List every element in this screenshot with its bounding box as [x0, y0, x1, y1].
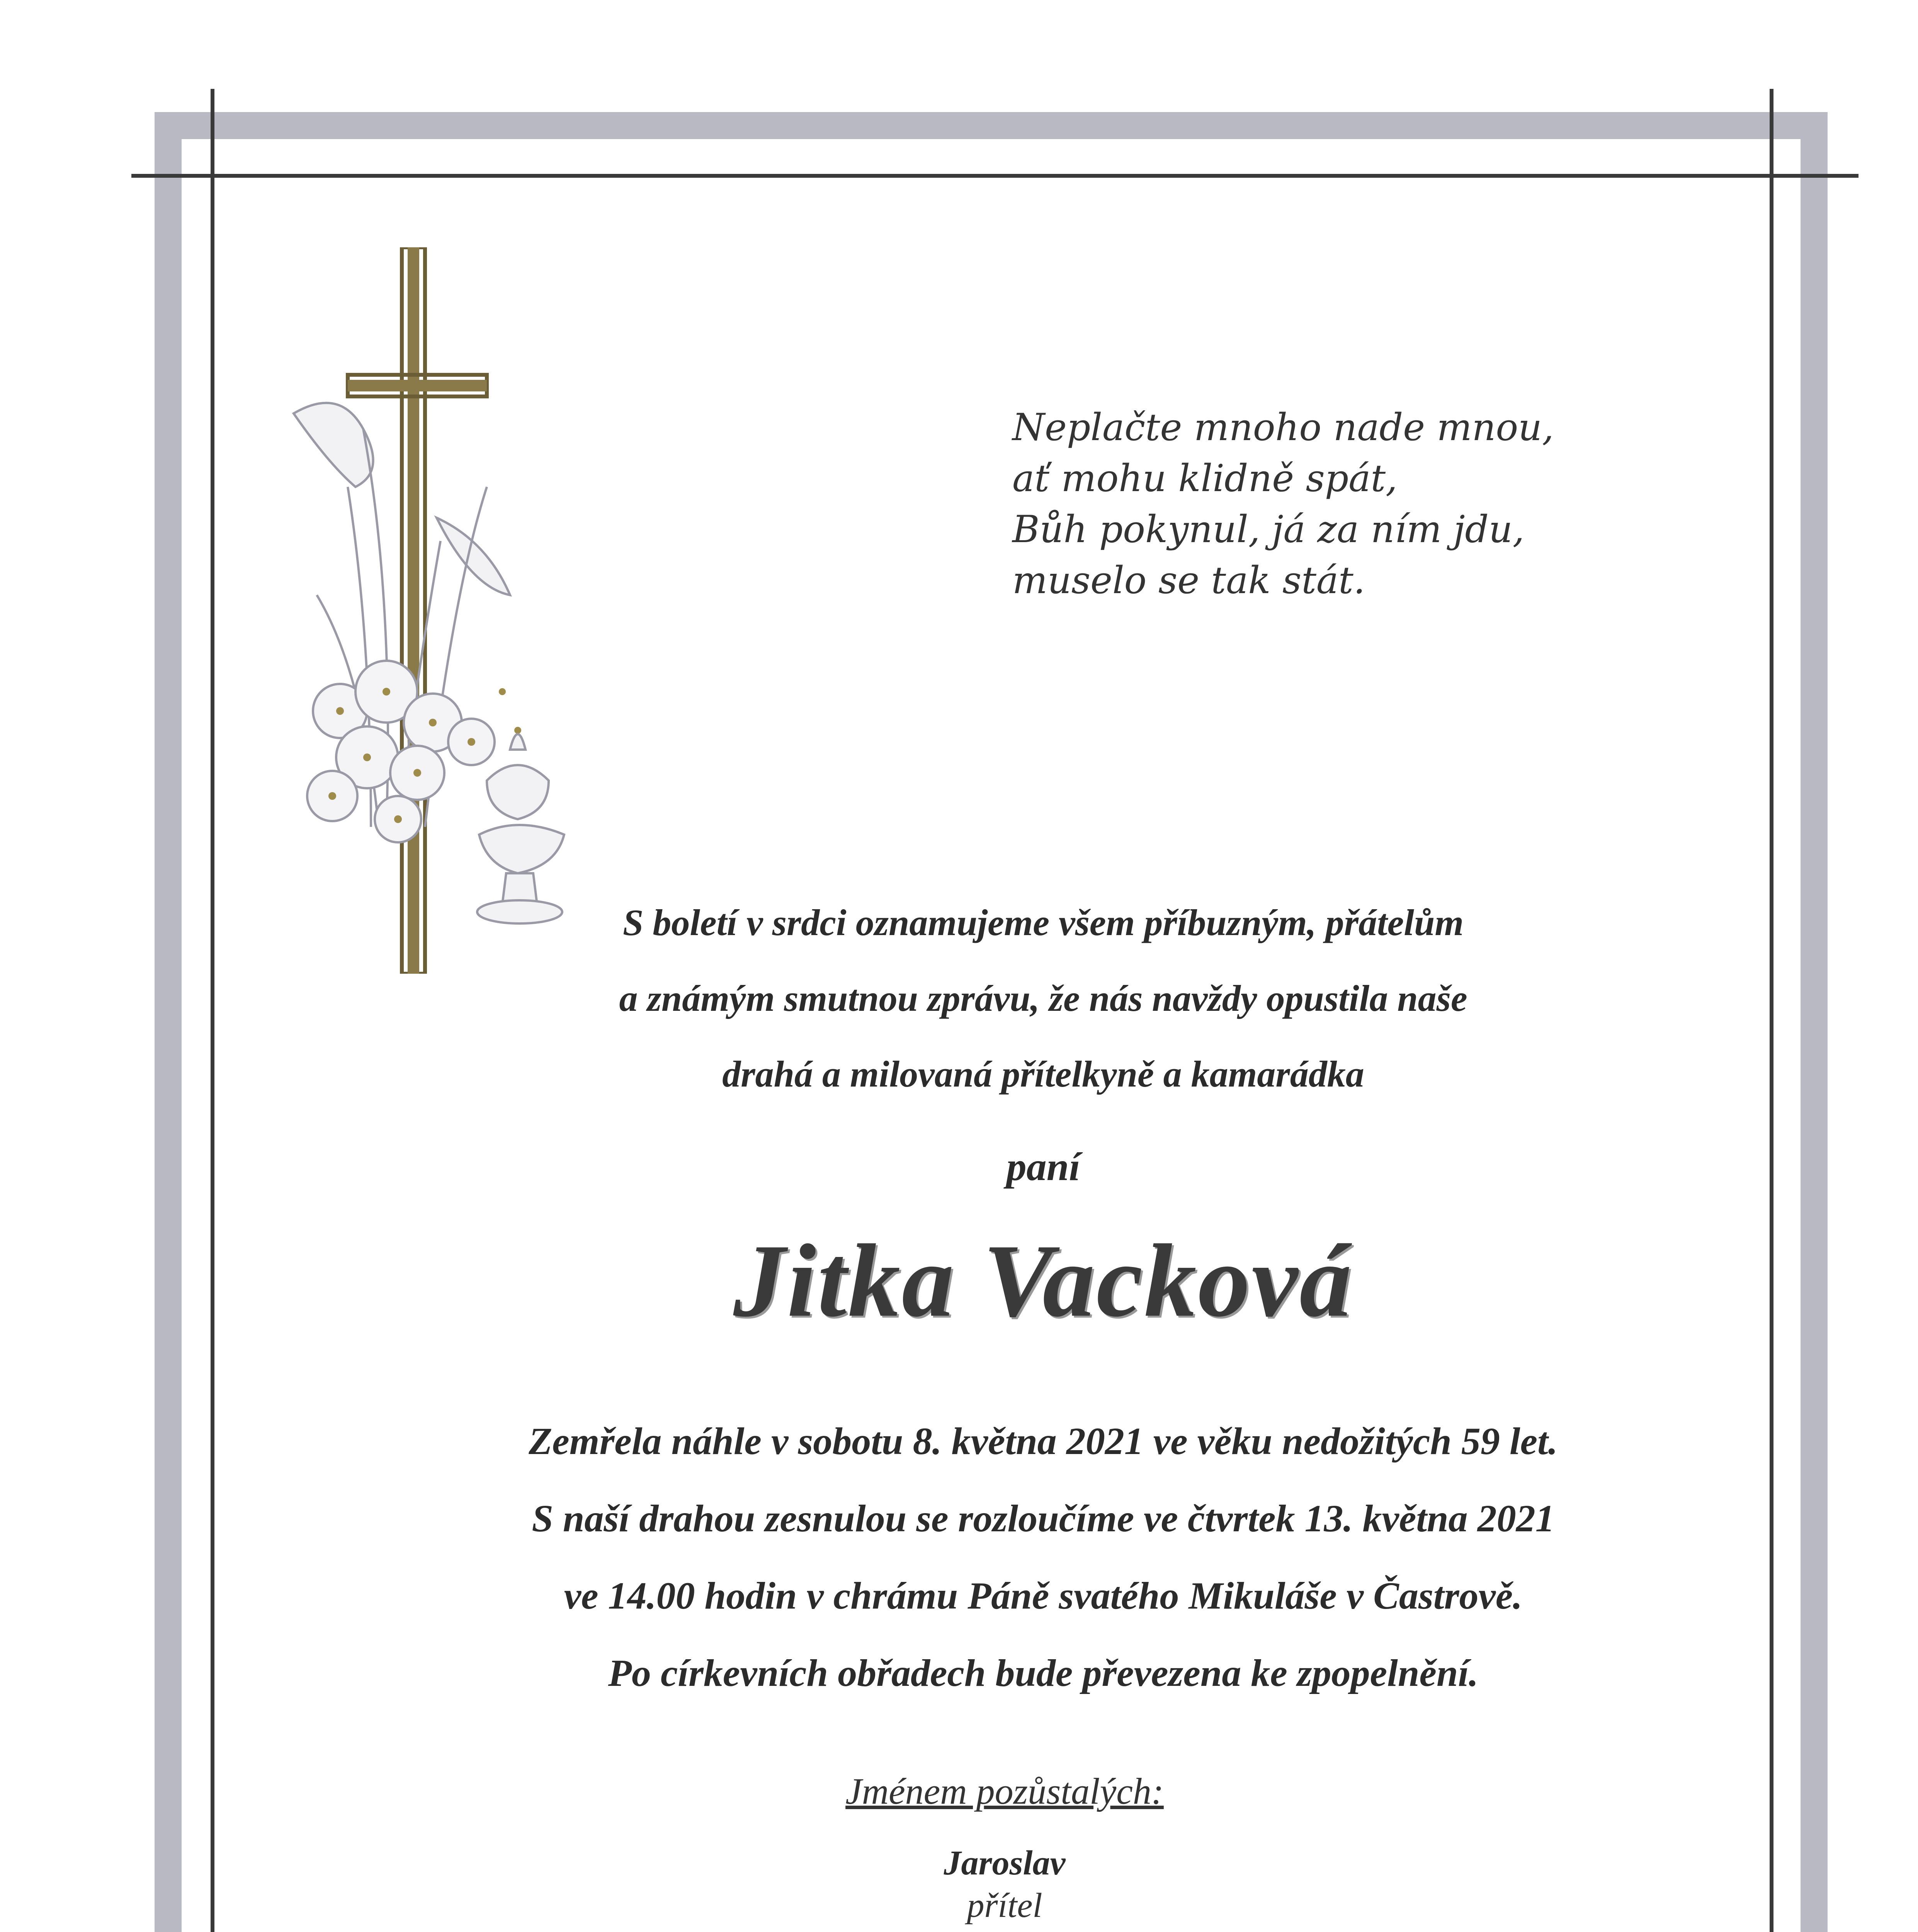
cross-flower-ornament [270, 247, 649, 974]
survivors-heading: Jménem pozůstalých: [845, 1770, 1164, 1812]
poem-line: muselo se tak stát. [1012, 559, 1365, 602]
deceased-name: Jitka Vacková [733, 1223, 1353, 1338]
poem-line: ať mohu klidně spát, [1012, 457, 1398, 500]
poem-line: Neplačte mnoho nade mnou, [1012, 406, 1554, 449]
announcement-line: a známým smutnou zprávu, že nás navždy opustila naše [619, 978, 1467, 1019]
frame-top-line [131, 174, 1858, 178]
funeral-details [348, 1403, 1739, 1712]
details-line: Zemřela náhle v sobotu 8. května 2021 ve věku nedožitých 59 let. [529, 1420, 1558, 1463]
announcement-line: drahá a milovaná přítelkyně a kamarádka [722, 1053, 1364, 1095]
frame-left-line [211, 89, 214, 1932]
survivor-relation: přítel [967, 1886, 1042, 1925]
cross-icon [348, 247, 487, 974]
details-line: Po církevních obřadech bude převezena ke zpopelnění. [608, 1651, 1479, 1694]
frame-right-line [1770, 89, 1773, 1932]
announcement-line: S boletí v srdci oznamujeme všem příbuzným, přátelům [622, 902, 1464, 943]
poem-line: Bůh pokynul, já za ním jdu, [1012, 508, 1525, 551]
announcement [425, 885, 1661, 1112]
poem [1012, 402, 1746, 606]
details-line: ve 14.00 hodin v chrámu Páně svatého Mikuláše v Častrově. [564, 1574, 1523, 1617]
details-line: S naší drahou zesnulou se rozloučíme ve čtvrtek 13. května 2021 [532, 1497, 1555, 1540]
title-prefix: paní [1006, 1145, 1080, 1189]
survivor-name: Jaroslav [944, 1844, 1066, 1882]
